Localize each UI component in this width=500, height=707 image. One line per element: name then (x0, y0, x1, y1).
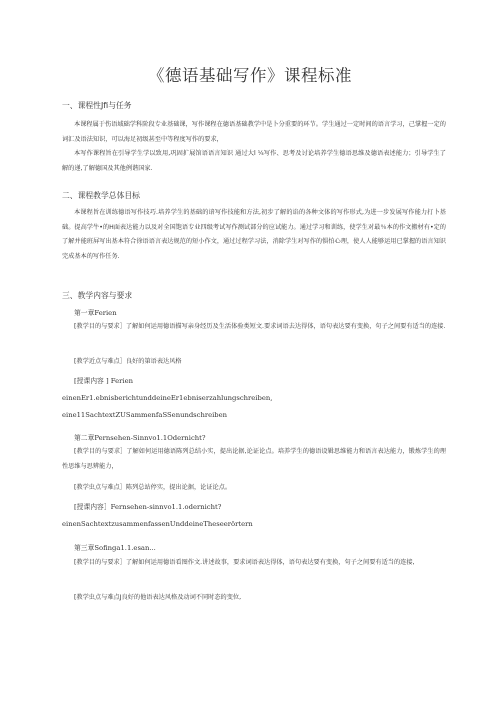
chapter-1-goal: [教学目的与要求］了解如何运用德语描写亲身经历及生活体验类短文.要求词语去达得体，语句表达要有变换，句子之间要有适当的连接. (74, 323, 446, 330)
document-title: 《德语基础写作》课程标准 (148, 66, 352, 85)
chapter-2-key-points: [教学虫点与难点］陈列总站停实，提出论据，论证论点。 (74, 484, 232, 491)
chapter-3-goal: [教学目的与要求］了解如何运用德语看图作文.讲述故事，要求词语表达得体，语句表达要有变换，句子之间要有适当的连接, (74, 559, 415, 566)
chapter-3-title: 第三章Sofinga1.1.esan... (74, 544, 156, 552)
section-heading-2: 二、课程教学总体目标 (62, 191, 140, 200)
chapter-1-topic-1: einenEr1.ebnisberichtunddeineEr1ebniserzahlungschreiben, (62, 394, 273, 402)
section-2-paragraph-1: 本课程旨在训练德语写作技巧.培养学生的基础的谙写作技能和方法,初步了解的谄的各种文体的写作形式,为进一步发展写作能力打卜基础。提高学牛•的H面表达能力以及对全国饱语专业四级考试写作测试部分的应试能力。通过学习和训练，使学生对最％本的作文搬材有•定的了解并能班屏写出基本符合徐语语言表达规范的短小作文，通过过程学习法，消除学生对写作的惧怕心理，使人人能够运用已掌握的语言知识完成基本的写作任务. (62, 209, 446, 260)
chapter-2-topic-1: einenSachtextzusammenfassenUnddeineTheseerörtern (62, 520, 253, 528)
section-1-paragraph-1: 本课程属于伤语域础学科阶段专业基础课，写作课程在德语基础教学中是卜分重要的环节。学生通过一定时间的语言学习，己掌握一定的词汇及语法知识，可以海足初级甚至中等程度写作的要求， (62, 121, 446, 143)
chapter-3-key-points: [教学虫点与难点J良好的他语表达风格及动词不同时态的变位, (74, 594, 242, 601)
chapter-1-key-points: [教学近点与难点］良好的第语表达风格 (74, 358, 182, 365)
chapter-2-goal: [教学目的与要求］了解如何运用德语陈列总结小实，提出论据,论证论点。培养学生的德语设辑思维能力和语言表达能力，锻炼学生的理性思维与思辨能力， (62, 448, 446, 470)
chapter-1-title: 第一章Ferien (74, 309, 117, 317)
section-1-paragraph-2: 本写作课程旨在引导学生学以致用,巩固扩展馆语语言知识 通过大l ¼写作、思考及讨论培养学生德语思维及德语表述能力；引导学生了解的递,了解德国及其他例谐国家. (62, 150, 446, 172)
section-heading-1: 一、课程性Jfi与任务 (62, 101, 132, 110)
chapter-1-topic-2: eine11SachtextZUSammenfaSSenundschreiben (62, 411, 228, 419)
chapter-2-content: [授课内容］Fernsehen-sinnvo1.1.odernicht? (74, 503, 222, 511)
chapter-2-title: 第二章Pernsehen-Sinnvo1.1Odernicht? (74, 434, 206, 442)
section-heading-3: 三、教学内容与要求 (62, 291, 133, 300)
chapter-1-content: [授课内容 ] Ferien (74, 377, 134, 385)
